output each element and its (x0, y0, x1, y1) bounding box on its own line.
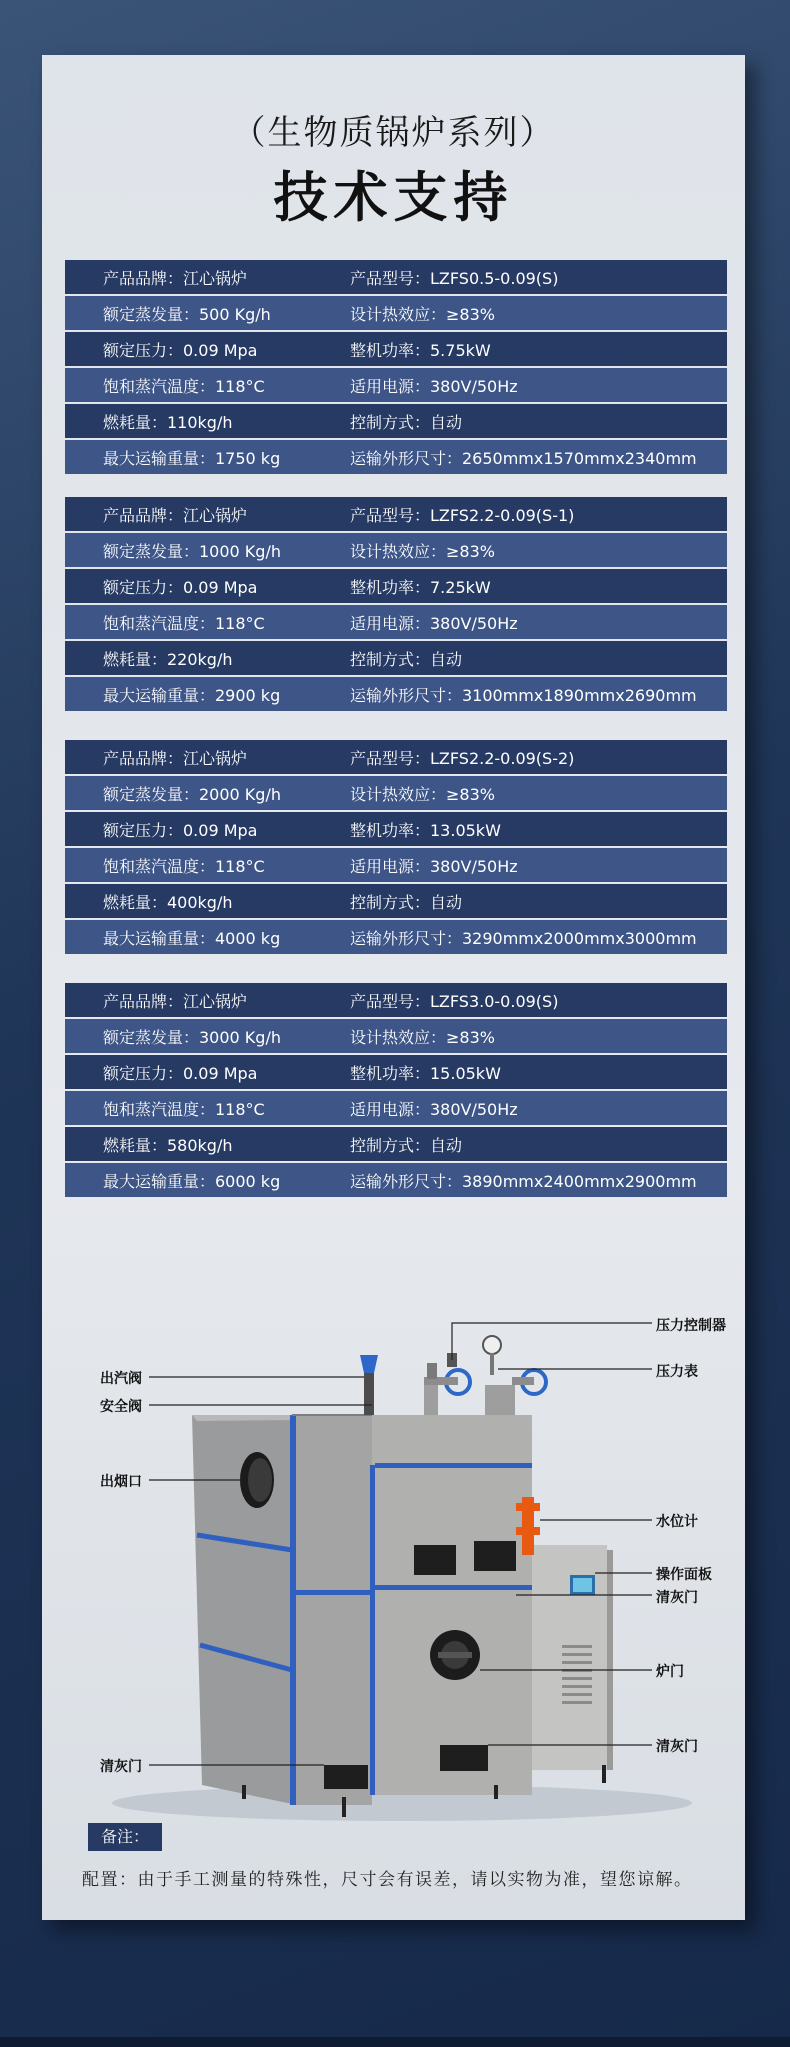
spec-row (65, 1091, 727, 1125)
spec-cell: 额定蒸发量：2000 Kg/h (103, 784, 281, 804)
spec-cell: 控制方式：自动 (350, 649, 463, 669)
spec-row (65, 569, 727, 603)
spec-cell: 控制方式：自动 (350, 1135, 463, 1155)
spec-cell: 燃耗量：580kg/h (103, 1135, 233, 1155)
spec-row (65, 332, 727, 366)
spec-row (65, 983, 727, 1017)
spec-sheet-card (42, 55, 745, 1920)
spec-cell: 额定压力：0.09 Mpa (103, 577, 258, 597)
spec-cell: 控制方式：自动 (350, 892, 463, 912)
spec-row (65, 677, 727, 711)
ash-door-left (324, 1765, 368, 1789)
ash-door-upper-right (474, 1541, 516, 1571)
spec-cell: 适用电源：380V/50Hz (350, 613, 518, 633)
spec-cell: 产品品牌：江心锅炉 (103, 991, 248, 1011)
spec-cell: 整机功率：13.05kW (350, 820, 501, 840)
label-smoke-outlet: 出烟口 (100, 1474, 142, 1490)
spec-table (65, 983, 727, 1199)
spec-cell: 最大运输重量：4000 kg (103, 928, 281, 948)
spec-cell: 整机功率：15.05kW (350, 1063, 501, 1083)
spec-row (65, 260, 727, 294)
spec-cell: 燃耗量：400kg/h (103, 892, 233, 912)
label-safety-valve: 安全阀 (100, 1399, 142, 1415)
spec-row (65, 776, 727, 810)
spec-row (65, 497, 727, 531)
spec-cell: 产品品牌：江心锅炉 (103, 748, 248, 768)
boiler-illustration (42, 1245, 745, 1835)
spec-row (65, 440, 727, 474)
label-water-level-gauge: 水位计 (656, 1514, 698, 1530)
spec-cell: 燃耗量：110kg/h (103, 412, 233, 432)
spec-table (65, 260, 727, 476)
label-pressure-controller: 压力控制器 (656, 1318, 726, 1334)
spec-cell: 运输外形尺寸：3100mmx1890mmx2690mm (350, 685, 697, 705)
spec-cell: 设计热效应：≥83% (350, 1027, 495, 1047)
spec-row (65, 812, 727, 846)
spec-cell: 饱和蒸汽温度：118°C (103, 1099, 265, 1119)
spec-row (65, 641, 727, 675)
bottom-strip (0, 2037, 790, 2047)
ash-door-lower (440, 1745, 488, 1771)
spec-row (65, 884, 727, 918)
right-valve-assembly (485, 1370, 546, 1415)
blue-trim (290, 1415, 296, 1805)
spec-cell: 产品品牌：江心锅炉 (103, 268, 248, 288)
label-ash-door-right-upper: 清灰门 (656, 1590, 698, 1606)
spec-row (65, 920, 727, 954)
spec-row (65, 848, 727, 882)
spec-cell: 额定压力：0.09 Mpa (103, 340, 258, 360)
spec-cell: 额定压力：0.09 Mpa (103, 820, 258, 840)
label-furnace-door: 炉门 (656, 1664, 684, 1680)
steam-outlet-valve (424, 1363, 470, 1415)
spec-table (65, 497, 727, 713)
boiler-diagram (42, 1245, 745, 1835)
label-ash-door-right-lower: 清灰门 (656, 1739, 698, 1755)
spec-row (65, 1055, 727, 1089)
spec-cell: 适用电源：380V/50Hz (350, 1099, 518, 1119)
spec-cell: 产品型号：LZFS2.2-0.09(S-1) (350, 505, 575, 525)
spec-cell: 额定压力：0.09 Mpa (103, 1063, 258, 1083)
spec-cell: 适用电源：380V/50Hz (350, 856, 518, 876)
spec-cell: 最大运输重量：6000 kg (103, 1171, 281, 1191)
safety-valve (360, 1355, 378, 1415)
spec-cell: 适用电源：380V/50Hz (350, 376, 518, 396)
spec-cell: 产品型号：LZFS2.2-0.09(S-2) (350, 748, 575, 768)
page-subtitle: （生物质锅炉系列） (231, 113, 556, 153)
spec-cell: 燃耗量：220kg/h (103, 649, 233, 669)
spec-cell: 设计热效应：≥83% (350, 541, 495, 561)
spec-row (65, 740, 727, 774)
spec-cell: 产品品牌：江心锅炉 (103, 505, 248, 525)
boiler-front-main (372, 1415, 532, 1795)
label-pressure-gauge: 压力表 (656, 1364, 698, 1380)
ash-door-upper-left (414, 1545, 456, 1575)
spec-cell: 饱和蒸汽温度：118°C (103, 613, 265, 633)
spec-cell: 控制方式：自动 (350, 412, 463, 432)
spec-cell: 额定蒸发量：1000 Kg/h (103, 541, 281, 561)
spec-cell: 运输外形尺寸：2650mmx1570mmx2340mm (350, 448, 697, 468)
spec-cell: 设计热效应：≥83% (350, 304, 495, 324)
spec-cell: 产品型号：LZFS3.0-0.09(S) (350, 991, 559, 1011)
label-steam-outlet-valve: 出汽阀 (100, 1371, 142, 1387)
label-ash-door-left: 清灰门 (100, 1759, 142, 1775)
spec-row (65, 1019, 727, 1053)
spec-table (65, 740, 727, 956)
spec-cell: 整机功率：5.75kW (350, 340, 491, 360)
spec-cell: 饱和蒸汽温度：118°C (103, 856, 265, 876)
spec-cell: 饱和蒸汽温度：118°C (103, 376, 265, 396)
boiler-front-left (292, 1415, 372, 1805)
spec-cell: 设计热效应：≥83% (350, 784, 495, 804)
note-text: 配置：由于手工测量的特殊性，尺寸会有误差，请以实物为准，望您谅解。 (82, 1870, 693, 1890)
spec-cell: 额定蒸发量：3000 Kg/h (103, 1027, 281, 1047)
spec-row (65, 1127, 727, 1161)
spec-cell: 运输外形尺寸：3290mmx2000mmx3000mm (350, 928, 697, 948)
note-badge: 备注： (88, 1823, 162, 1851)
spec-row (65, 533, 727, 567)
spec-cell: 运输外形尺寸：3890mmx2400mmx2900mm (350, 1171, 697, 1191)
spec-cell: 产品型号：LZFS0.5-0.09(S) (350, 268, 559, 288)
spec-cell: 额定蒸发量：500 Kg/h (103, 304, 271, 324)
spec-row (65, 368, 727, 402)
spec-row (65, 404, 727, 438)
label-control-panel: 操作面板 (656, 1567, 712, 1583)
spec-row (65, 605, 727, 639)
spec-row (65, 296, 727, 330)
control-cabinet (532, 1545, 607, 1770)
spec-row (65, 1163, 727, 1197)
page-title: 技术支持 (273, 166, 514, 229)
spec-cell: 最大运输重量：2900 kg (103, 685, 281, 705)
spec-cell: 最大运输重量：1750 kg (103, 448, 281, 468)
spec-cell: 整机功率：7.25kW (350, 577, 491, 597)
